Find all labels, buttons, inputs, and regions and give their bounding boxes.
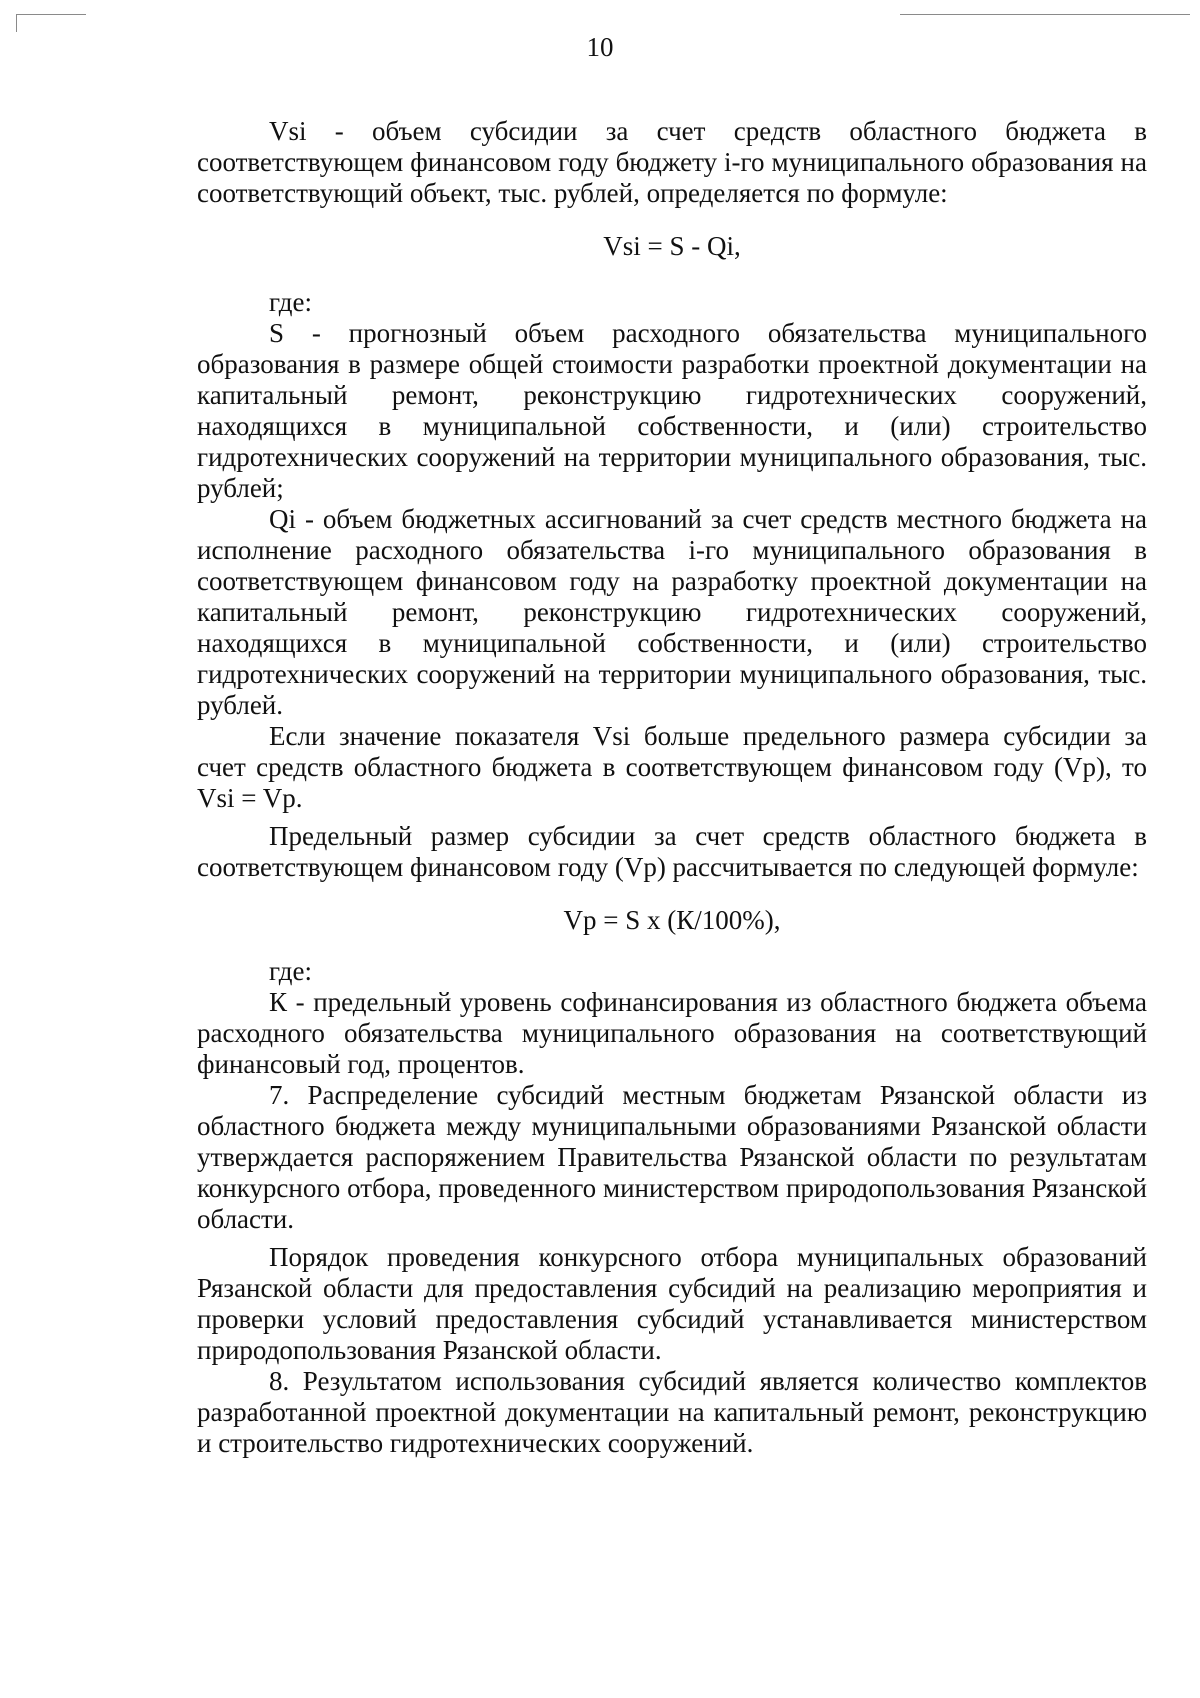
paragraph-item-8: 8. Результатом использования субсидий является количество комплектов разработанной проектной документации на капитальный ремонт, реконструкцию и строительство гидротехнических сооружений.: [197, 1366, 1147, 1458]
scan-edge-line-left: [16, 14, 86, 15]
page-number: 10: [586, 32, 614, 62]
where-label-2: где:: [269, 956, 312, 986]
paragraph-item-7: 7. Распределение субсидий местным бюджетам Рязанской области из областного бюджета между муниципальными образованиями Рязанской области утверждается распоряжением Правительства Рязанской области по результатам конкурсного отбора, проведенного министерством природопользования Рязанской области.: [197, 1080, 1147, 1234]
paragraph-s-definition: S - прогнозный объем расходного обязательства муниципального образования в размере общей стоимости разработки проектной документации на капитальный ремонт, реконструкцию гидротехнических сооружений, находящихся в муниципальной собственности, и (или) строительство гидротехнических сооружений на территории муниципального образования, тыс. рублей;: [197, 318, 1147, 503]
formula-vp: Vp = S x (К/100%),: [563, 905, 781, 935]
paragraph-vsi-definition: Vsi - объем субсидии за счет средств областного бюджета в соответствующем финансовом году бюджету i-го муниципального образования на соответствующий объект, тыс. рублей, определяется по формуле:: [197, 116, 1147, 208]
scan-edge-line-right: [900, 14, 1190, 15]
paragraph-qi-definition: Qi - объем бюджетных ассигнований за счет средств местного бюджета на исполнение расходного обязательства i-го муниципального образования в соответствующем финансовом году на разработку проектной документации на капитальный ремонт, реконструкцию гидротехнических сооружений, находящихся в муниципальной собственности, и (или) строительство гидротехнических сооружений на территории муниципального образования, тыс. рублей.: [197, 504, 1147, 720]
paragraph-vsi-limit: Если значение показателя Vsi больше предельного размера субсидии за счет средств областного бюджета в соответствующем финансовом году (Vp), то Vsi = Vp.: [197, 721, 1147, 813]
paragraph-selection-procedure: Порядок проведения конкурсного отбора муниципальных образований Рязанской области для предоставления субсидий на реализацию мероприятия и проверки условий предоставления субсидий устанавливается министерством природопользования Рязанской области.: [197, 1242, 1147, 1365]
paragraph-vp-intro: Предельный размер субсидии за счет средств областного бюджета в соответствующем финансовом году (Vp) рассчитывается по следующей формуле:: [197, 821, 1147, 882]
scan-edge-tick-left: [16, 14, 17, 32]
formula-vsi: Vsi = S - Qi,: [603, 231, 741, 261]
where-label-1: где:: [269, 287, 312, 317]
document-body: [197, 116, 1147, 1459]
paragraph-k-definition: К - предельный уровень софинансирования из областного бюджета объема расходного обязательства муниципального образования на соответствующий финансовый год, процентов.: [197, 987, 1147, 1079]
